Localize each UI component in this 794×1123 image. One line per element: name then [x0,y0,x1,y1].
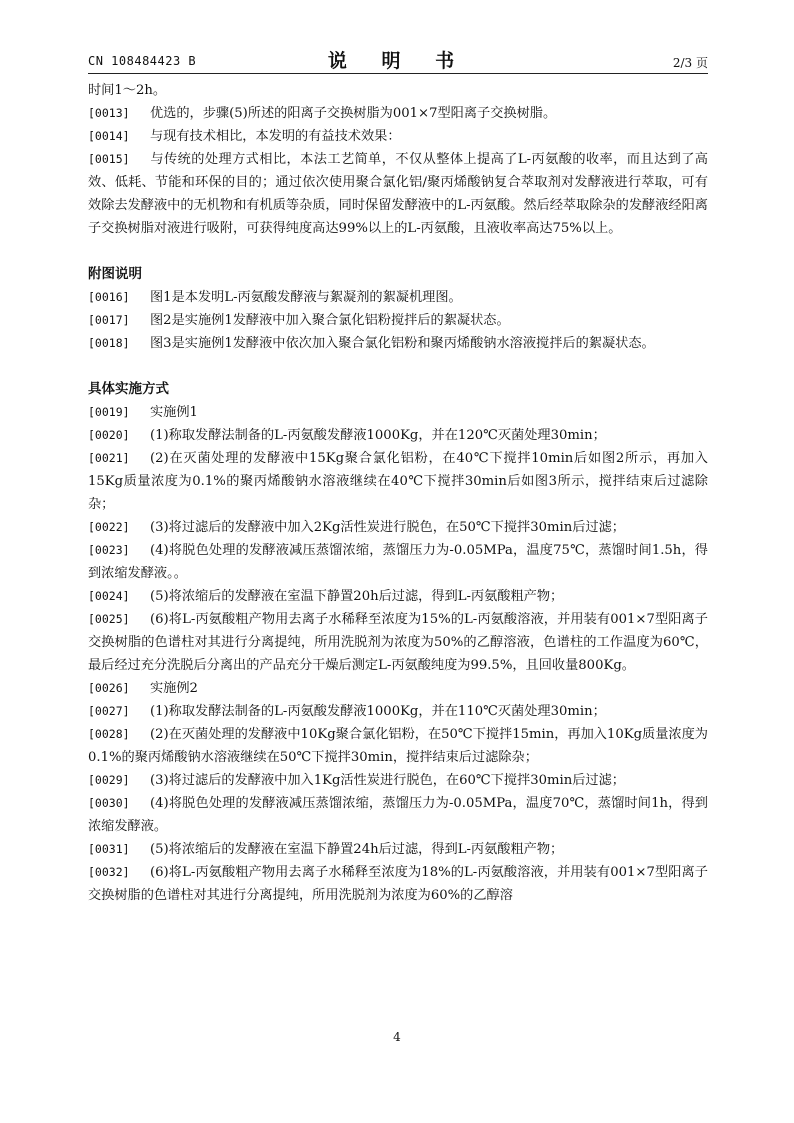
paragraph-text: 实施例1 [150,405,198,420]
paragraph [88,401,708,424]
paragraph-number: [0029] [88,773,130,787]
paragraph [88,424,708,447]
paragraph-number: [0020] [88,428,130,442]
paragraph-text: 与传统的处理方式相比，本法工艺简单，不仅从整体上提高了L-丙氨酸的收率，而且达到了高效、低耗、节能和环保的目的；通过依次使用聚合氯化铝/聚丙烯酸钠复合萃取剂对发酵液进行萃取，可有效除去发酵液中的无机物和有机质等杂质，同时保留发酵液中的L-丙氨酸。然后经萃取除杂的发酵液经阳离子交换树脂对液进行吸附，可获得纯度高达99%以上的L-丙氨酸，且液收率高达75%以上。 [88,152,708,236]
document-body [88,79,708,907]
paragraph-text: (2)在灭菌处理的发酵液中15Kg聚合氯化铝粉，在40℃下搅拌10min后如图2所示，再加入15Kg质量浓度为0.1%的聚丙烯酸钠水溶液继续在40℃下搅拌30min后如图3所示，搅拌结束后过滤除杂； [88,451,708,512]
paragraph [88,677,708,700]
paragraph [88,447,708,516]
paragraph [88,723,708,769]
paragraph-number: [0013] [88,106,130,120]
paragraph [88,585,708,608]
paragraph-text: 与现有技术相比，本发明的有益技术效果： [150,129,401,144]
paragraph [88,102,708,125]
section-spacer [88,240,708,263]
paragraph [88,608,708,677]
paragraph-number: [0024] [88,589,130,603]
paragraph-number: [0019] [88,405,130,419]
paragraph [88,700,708,723]
paragraph-text: (4)将脱色处理的发酵液减压蒸馏浓缩，蒸馏压力为-0.05MPa，温度70℃，蒸馏时间1h，得到浓缩发酵液。 [88,796,708,834]
paragraph [88,838,708,861]
paragraph-text: 优选的，步骤(5)所述的阳离子交换树脂为001×7型阳离子交换树脂。 [150,106,557,121]
paragraph [88,148,708,240]
paragraph [88,309,708,332]
paragraph [88,769,708,792]
patent-number: CN 108484423 B [88,54,197,68]
paragraph-number: [0018] [88,336,130,350]
paragraph-text: 图1是本发明L-丙氨酸发酵液与絮凝剂的絮凝机理图。 [150,290,462,305]
paragraph [88,332,708,355]
paragraph-number: [0014] [88,129,130,143]
paragraph-text: (1)称取发酵法制备的L-丙氨酸发酵液1000Kg，并在120℃灭菌处理30min； [150,428,606,443]
paragraph-text: (1)称取发酵法制备的L-丙氨酸发酵液1000Kg，并在110℃灭菌处理30min； [150,704,606,719]
header-rule [88,73,708,74]
paragraph-text: (3)将过滤后的发酵液中加入1Kg活性炭进行脱色，在60℃下搅拌30min后过滤； [150,773,625,788]
paragraph-text: (2)在灭菌处理的发酵液中10Kg聚合氯化铝粉，在50℃下搅拌15min，再加入10Kg质量浓度为0.1%的聚丙烯酸钠水溶液继续在50℃下搅拌30min，搅拌结束后过滤除杂； [88,727,708,765]
paragraph-text: (6)将L-丙氨酸粗产物用去离子水稀释至浓度为15%的L-丙氨酸溶液，并用装有001×7型阳离子交换树脂的色谱柱对其进行分离提纯，所用洗脱剂为浓度为50%的乙醇溶液，色谱柱的工作温度为60℃，最后经过充分洗脱后分离出的产品充分干燥后测定L-丙氨酸纯度为99.5%，且回收量800Kg。 [88,612,708,673]
paragraph [88,79,708,102]
section-spacer [88,355,708,378]
page-indicator: 2/3 页 [672,56,708,70]
paragraph-text: (5)将浓缩后的发酵液在室温下静置24h后过滤，得到L-丙氨酸粗产物； [150,842,564,857]
document-title: 说 明 书 [327,50,469,72]
paragraph-text: 时间1～2h。 [88,83,167,98]
page-number: 4 [393,1030,401,1044]
paragraph-number: [0025] [88,612,130,626]
paragraph-text: 实施例2 [150,681,198,696]
paragraph-number: [0017] [88,313,130,327]
paragraph-number: [0021] [88,451,130,465]
paragraph-number: [0015] [88,152,130,166]
paragraph-number: [0023] [88,543,130,557]
section-heading: 附图说明 [88,266,142,282]
paragraph-number: [0028] [88,727,130,741]
paragraph-number: [0016] [88,290,130,304]
paragraph-text: (4)将脱色处理的发酵液减压蒸馏浓缩，蒸馏压力为-0.05MPa，温度75℃，蒸馏时间1.5h，得到浓缩发酵液。。 [88,543,708,581]
paragraph [88,286,708,309]
paragraph-text: 图2是实施例1发酵液中加入聚合氯化铝粉搅拌后的絮凝状态。 [150,313,510,328]
paragraph [88,861,708,907]
paragraph [88,516,708,539]
paragraph-number: [0031] [88,842,130,856]
paragraph [88,125,708,148]
paragraph-number: [0030] [88,796,130,810]
paragraph [88,539,708,585]
paragraph-number: [0032] [88,865,130,879]
paragraph-number: [0026] [88,681,130,695]
paragraph-text: (3)将过滤后的发酵液中加入2Kg活性炭进行脱色，在50℃下搅拌30min后过滤； [150,520,625,535]
paragraph-number: [0027] [88,704,130,718]
page-header [88,46,708,76]
paragraph [88,792,708,838]
paragraph-text: 图3是实施例1发酵液中依次加入聚合氯化铝粉和聚丙烯酸钠水溶液搅拌后的絮凝状态。 [150,336,655,351]
paragraph-text: (6)将L-丙氨酸粗产物用去离子水稀释至浓度为18%的L-丙氨酸溶液，并用装有001×7型阳离子交换树脂的色谱柱对其进行分离提纯，所用洗脱剂为浓度为60%的乙醇溶 [88,865,708,903]
paragraph-text: (5)将浓缩后的发酵液在室温下静置20h后过滤，得到L-丙氨酸粗产物； [150,589,564,604]
section-heading: 具体实施方式 [88,381,169,397]
paragraph-number: [0022] [88,520,130,534]
